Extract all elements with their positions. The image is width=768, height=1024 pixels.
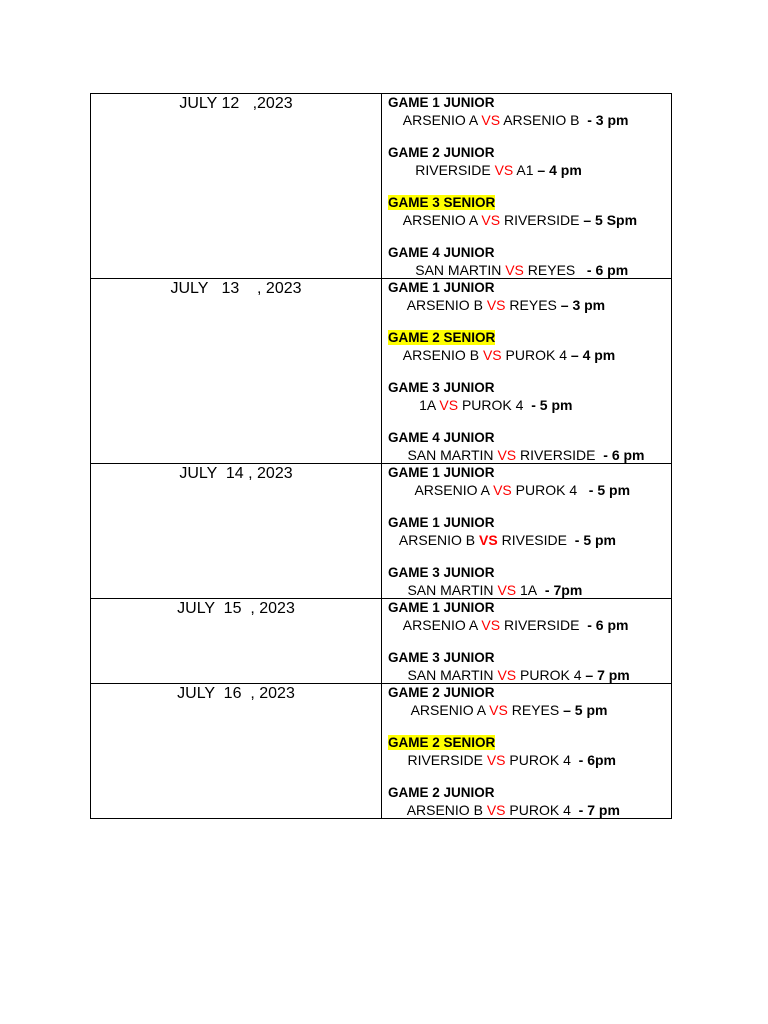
vs-label: VS	[479, 531, 498, 548]
date-cell	[91, 279, 382, 464]
games-cell	[382, 279, 672, 464]
date-cell	[91, 684, 382, 819]
team-b-name: PUROK 4	[461, 396, 524, 413]
time-separator: –	[581, 666, 598, 683]
game-time: 4 pm	[582, 346, 616, 363]
games-cell	[382, 464, 672, 599]
game-title: GAME 1 JUNIOR	[388, 95, 495, 110]
matchup-indent	[388, 702, 411, 718]
matchup-line	[388, 482, 671, 499]
team-b-name: A1	[516, 161, 534, 178]
time-separator: –	[566, 346, 583, 363]
matchup-line	[388, 447, 671, 464]
schedule-row	[91, 279, 672, 464]
vs-label: VS	[481, 111, 501, 128]
schedule-row	[91, 464, 672, 599]
date-label: JULY 15 , 2023	[177, 600, 295, 617]
team-a-name: ARSENIO B	[402, 346, 480, 363]
time-separator: -	[523, 396, 540, 413]
matchup-line	[388, 212, 671, 229]
time-separator: –	[533, 161, 550, 178]
vs-label: VS	[494, 161, 514, 178]
matchup-indent	[388, 262, 415, 278]
game-title: GAME 4 JUNIOR	[388, 245, 495, 260]
team-b-name: REYES	[511, 701, 560, 718]
matchup-line	[388, 802, 671, 819]
team-a-name: RIVERSIDE	[407, 751, 483, 768]
matchup-line	[388, 397, 671, 414]
matchup-line	[388, 112, 671, 129]
matchup-line	[388, 582, 671, 599]
time-separator: -	[570, 751, 588, 768]
game-entry	[388, 734, 671, 768]
matchup-indent	[388, 667, 407, 683]
team-b-name: RIVERSIDE	[520, 446, 596, 463]
team-a-name: ARSENIO A	[410, 701, 486, 718]
game-entry	[388, 429, 671, 463]
game-title: GAME 3 JUNIOR	[388, 380, 495, 395]
game-time: 4 pm	[549, 161, 582, 178]
matchup-line	[388, 162, 671, 179]
game-time: 6 pm	[595, 616, 629, 633]
matchup-line	[388, 617, 671, 634]
team-b-name: PUROK 4	[515, 481, 578, 498]
team-a-name: SAN MARTIN	[407, 666, 494, 683]
time-separator: -	[570, 801, 588, 818]
game-entry	[388, 329, 671, 363]
vs-label: VS	[493, 481, 512, 498]
matchup-indent	[388, 112, 403, 128]
team-a-name: SAN MARTIN	[415, 261, 502, 278]
game-title: GAME 2 SENIOR	[388, 330, 496, 345]
game-time: 6 pm	[595, 261, 629, 278]
game-entry	[388, 784, 671, 818]
game-time: 3 pm	[595, 111, 629, 128]
game-title: GAME 2 JUNIOR	[388, 685, 495, 700]
team-a-name: ARSENIO B	[406, 296, 483, 313]
game-entry	[388, 194, 671, 228]
team-a-name: ARSENIO A	[402, 111, 478, 128]
team-b-name: PUROK 4	[520, 666, 582, 683]
game-time: 7pm	[553, 581, 583, 598]
team-b-name: RIVESIDE	[501, 531, 567, 548]
game-entry	[388, 244, 671, 278]
team-a-name: SAN MARTIN	[407, 446, 494, 463]
date-label: JULY 16 , 2023	[177, 685, 295, 702]
schedule-body	[91, 94, 672, 819]
game-entry	[388, 279, 671, 313]
matchup-indent	[388, 397, 419, 413]
team-a-name: ARSENIO A	[402, 616, 478, 633]
games-cell	[382, 684, 672, 819]
vs-label: VS	[497, 581, 517, 598]
matchup-line	[388, 667, 671, 684]
date-label: JULY 13 , 2023	[170, 280, 302, 297]
team-a-name: ARSENIO A	[414, 481, 490, 498]
team-a-name: SAN MARTIN	[407, 581, 494, 598]
vs-label: VS	[489, 701, 508, 718]
game-time: 5 Spm	[595, 211, 638, 228]
team-b-name: REYES	[509, 296, 557, 313]
matchup-indent	[388, 482, 414, 498]
matchup-indent	[388, 212, 403, 228]
matchup-line	[388, 297, 671, 314]
games-cell	[382, 599, 672, 684]
matchup-indent	[388, 447, 407, 463]
game-title: GAME 3 JUNIOR	[388, 565, 495, 580]
game-entry	[388, 684, 671, 718]
team-b-name: PUROK 4	[509, 801, 571, 818]
game-entry	[388, 94, 671, 128]
schedule-row	[91, 94, 672, 279]
matchup-indent	[388, 582, 407, 598]
game-title: GAME 2 SENIOR	[388, 735, 496, 750]
team-a-name: ARSENIO B	[398, 531, 476, 548]
game-title: GAME 1 JUNIOR	[388, 280, 495, 295]
team-b-name: PUROK 4	[505, 346, 567, 363]
vs-label: VS	[481, 616, 501, 633]
game-entry	[388, 514, 671, 548]
vs-label: VS	[481, 211, 501, 228]
game-time: 5 pm	[583, 531, 617, 548]
time-separator: –	[579, 211, 596, 228]
game-time: 5 pm	[597, 481, 631, 498]
matchup-indent	[388, 162, 415, 178]
team-b-name: REYES	[527, 261, 576, 278]
time-separator: -	[595, 446, 612, 463]
time-separator: -	[579, 616, 596, 633]
game-title: GAME 1 JUNIOR	[388, 465, 495, 480]
schedule-row	[91, 599, 672, 684]
vs-label: VS	[505, 261, 524, 278]
date-cell	[91, 94, 382, 279]
game-time: 7 pm	[597, 666, 630, 683]
game-title: GAME 3 SENIOR	[388, 195, 496, 210]
team-a-name: 1A	[419, 396, 436, 413]
game-title: GAME 2 JUNIOR	[388, 145, 495, 160]
matchup-line	[388, 752, 671, 769]
schedule-row	[91, 684, 672, 819]
date-label: JULY 14 , 2023	[179, 465, 293, 482]
matchup-indent	[388, 617, 403, 633]
vs-label: VS	[482, 346, 502, 363]
matchup-indent	[388, 532, 399, 548]
team-b-name: RIVERSIDE	[503, 616, 580, 633]
vs-label: VS	[486, 296, 506, 313]
game-title: GAME 1 JUNIOR	[388, 515, 495, 530]
games-cell	[382, 94, 672, 279]
game-title: GAME 1 JUNIOR	[388, 600, 495, 615]
game-time: 6pm	[587, 751, 616, 768]
game-title: GAME 3 JUNIOR	[388, 650, 495, 665]
matchup-indent	[388, 297, 407, 313]
time-separator: -	[566, 531, 584, 548]
date-cell	[91, 599, 382, 684]
game-title: GAME 4 JUNIOR	[388, 430, 495, 445]
vs-label: VS	[486, 751, 506, 768]
time-separator: -	[537, 581, 554, 598]
matchup-line	[388, 347, 671, 364]
vs-label: VS	[486, 801, 506, 818]
game-entry	[388, 464, 671, 498]
matchup-line	[388, 532, 671, 549]
time-separator: –	[556, 296, 573, 313]
matchup-line	[388, 702, 671, 719]
vs-label: VS	[497, 446, 517, 463]
team-b-name: 1A	[520, 581, 538, 598]
game-time: 5 pm	[539, 396, 573, 413]
game-entry	[388, 649, 671, 683]
game-entry	[388, 599, 671, 633]
team-a-name: ARSENIO B	[406, 801, 483, 818]
team-a-name: RIVERSIDE	[415, 161, 491, 178]
time-separator: –	[559, 701, 575, 718]
time-separator: -	[575, 261, 596, 278]
game-entry	[388, 144, 671, 178]
schedule-table	[90, 93, 672, 819]
game-time: 5 pm	[574, 701, 608, 718]
time-separator: -	[577, 481, 598, 498]
matchup-indent	[388, 347, 403, 363]
team-a-name: ARSENIO A	[402, 211, 478, 228]
vs-label: VS	[497, 666, 517, 683]
game-entry	[388, 379, 671, 413]
game-time: 3 pm	[572, 296, 606, 313]
matchup-line	[388, 262, 671, 279]
game-time: 7 pm	[587, 801, 620, 818]
vs-label: VS	[439, 396, 459, 413]
team-b-name: PUROK 4	[509, 751, 571, 768]
time-separator: -	[579, 111, 596, 128]
team-b-name: ARSENIO B	[503, 111, 580, 128]
game-entry	[388, 564, 671, 598]
date-label: JULY 12 ,2023	[179, 95, 293, 112]
game-time: 6 pm	[611, 446, 645, 463]
matchup-indent	[388, 752, 407, 768]
game-title: GAME 2 JUNIOR	[388, 785, 495, 800]
team-b-name: RIVERSIDE	[503, 211, 580, 228]
matchup-indent	[388, 802, 407, 818]
date-cell	[91, 464, 382, 599]
